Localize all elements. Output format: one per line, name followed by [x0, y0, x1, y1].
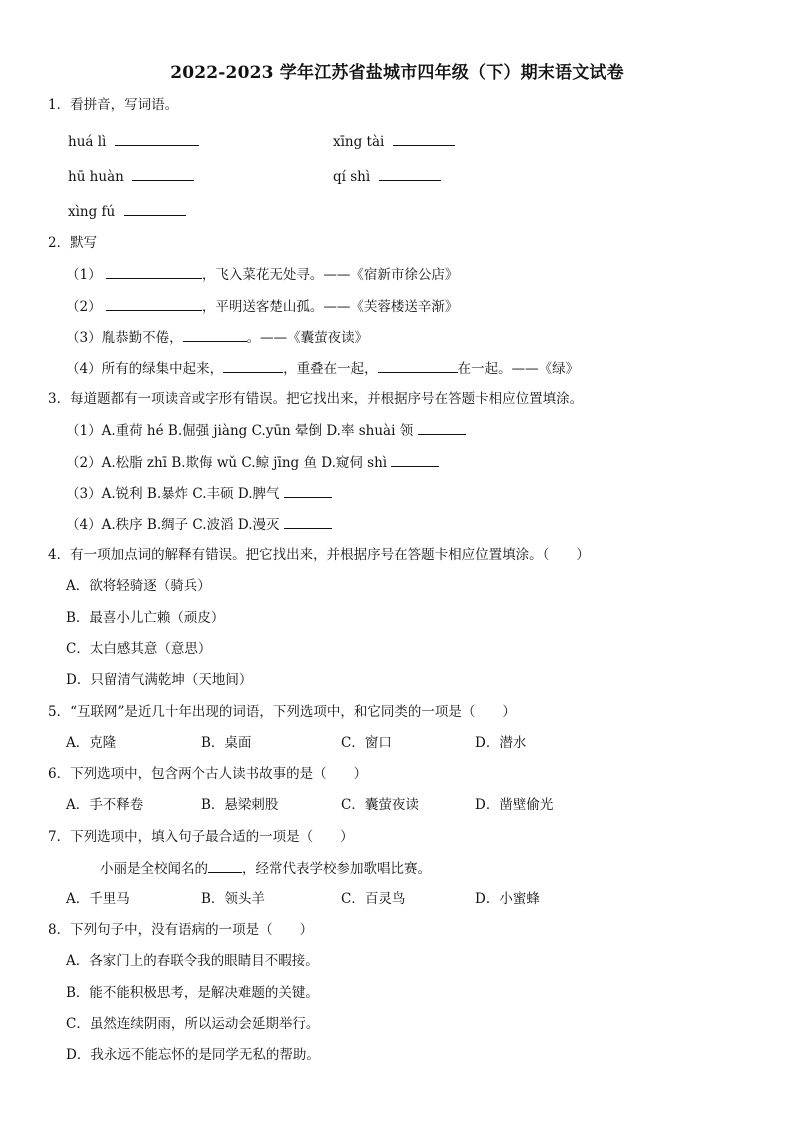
q7-stem: 7．下列选项中，填入句子最合适的一项是（ ） [48, 829, 354, 845]
answer-blank[interactable] [106, 265, 202, 279]
q7-option-c[interactable]: C．百灵鸟 [341, 891, 406, 907]
q1-item: huá lì [68, 132, 199, 151]
answer-blank[interactable] [106, 297, 202, 311]
q5-option-c[interactable]: C．窗口 [341, 735, 392, 751]
q8-option-a[interactable]: A．各家门上的春联令我的眼睛目不暇接。 [66, 953, 319, 969]
q4-option-a[interactable]: A．欲将轻骑逐（骑兵） [66, 578, 211, 594]
answer-blank[interactable] [115, 132, 199, 146]
q5-option-d[interactable]: D．潜水 [475, 735, 527, 751]
q8-stem: 8．下列句子中，没有语病的一项是（ ） [48, 922, 314, 938]
q8-option-b[interactable]: B．能不能积极思考，是解决难题的关键。 [66, 985, 319, 1001]
answer-blank[interactable] [393, 132, 455, 146]
q4-stem: 4．有一项加点词的解释有错误。把它找出来，并根据序号在答题卡相应位置填涂。（ ） [48, 547, 590, 563]
q3-line: （2）A.松脂 zhī B.欺侮 wǔ C.鲸 jīng 鱼 D.窥伺 shì [66, 453, 439, 472]
q3-stem: 3．每道题都有一项读音或字形有错误。把它找出来，并根据序号在答题卡相应位置填涂。 [48, 391, 584, 407]
q5-option-b[interactable]: B．桌面 [201, 735, 252, 751]
q3-line: （3）A.锐利 B.暴炸 C.丰硕 D.脾气 [66, 484, 332, 503]
q2-line: （4）所有的绿集中起来， ，重叠在一起， 在一起。——《绿》 [66, 361, 580, 377]
answer-blank[interactable] [284, 484, 332, 498]
answer-blank[interactable] [183, 328, 247, 342]
q6-option-b[interactable]: B．悬梁刺股 [201, 797, 279, 813]
answer-blank[interactable] [208, 859, 242, 873]
q5-option-a[interactable]: A．克隆 [66, 735, 117, 751]
answer-blank[interactable] [378, 359, 458, 373]
q1-item: hū huàn [68, 167, 194, 186]
q1-stem: 1．看拼音，写词语。 [48, 97, 179, 113]
q7-sentence: 小丽是全校闻名的 ，经常代表学校参加歌唱比赛。 [100, 861, 431, 877]
q7-option-b[interactable]: B．领头羊 [201, 891, 265, 907]
q3-line: （1）A.重荷 hé B.倔强 jiàng C.yūn 晕倒 D.率 shuài 领 [66, 421, 466, 440]
q3-line: （4）A.秩序 B.绸子 C.波滔 D.漫灭 [66, 515, 332, 534]
q1-item: xìng fú [68, 202, 186, 221]
q2-line: （2） ，平明送客楚山孤。——《芙蓉楼送辛渐》 [66, 299, 459, 315]
q2-line: （1） ，飞入菜花无处寻。——《宿新市徐公店》 [66, 267, 459, 283]
q8-option-d[interactable]: D．我永远不能忘怀的是同学无私的帮助。 [66, 1047, 320, 1063]
q2-line: （3）胤恭勤不倦， 。——《囊萤夜读》 [66, 330, 369, 346]
answer-blank[interactable] [132, 167, 194, 181]
answer-blank[interactable] [379, 167, 441, 181]
q2-stem: 2．默写 [48, 235, 98, 251]
q4-option-b[interactable]: B．最喜小儿亡赖（顽皮） [66, 610, 225, 626]
q6-stem: 6．下列选项中，包含两个古人读书故事的是（ ） [48, 766, 368, 782]
q4-option-c[interactable]: C．太白感其意（意思） [66, 641, 212, 657]
answer-blank[interactable] [223, 359, 283, 373]
q7-option-a[interactable]: A．千里马 [66, 891, 130, 907]
answer-blank[interactable] [124, 202, 186, 216]
exam-title: 2022-2023 学年江苏省盐城市四年级（下）期末语文试卷 [170, 63, 624, 83]
q6-option-d[interactable]: D．凿壁偷光 [475, 797, 554, 813]
answer-blank[interactable] [418, 421, 466, 435]
q8-option-c[interactable]: C．虽然连续阴雨，所以运动会延期举行。 [66, 1016, 320, 1032]
answer-blank[interactable] [391, 453, 439, 467]
q6-option-c[interactable]: C．囊萤夜读 [341, 797, 419, 813]
q6-option-a[interactable]: A．手不释卷 [66, 797, 144, 813]
q1-item: qí shì [333, 167, 441, 186]
q4-option-d[interactable]: D．只留清气满乾坤（天地间） [66, 672, 253, 688]
q5-stem: 5．“互联网”是近几十年出现的词语，下列选项中，和它同类的一项是（ ） [48, 704, 516, 720]
q1-item: xīng tài [333, 132, 455, 151]
q7-option-d[interactable]: D．小蜜蜂 [475, 891, 540, 907]
answer-blank[interactable] [284, 515, 332, 529]
